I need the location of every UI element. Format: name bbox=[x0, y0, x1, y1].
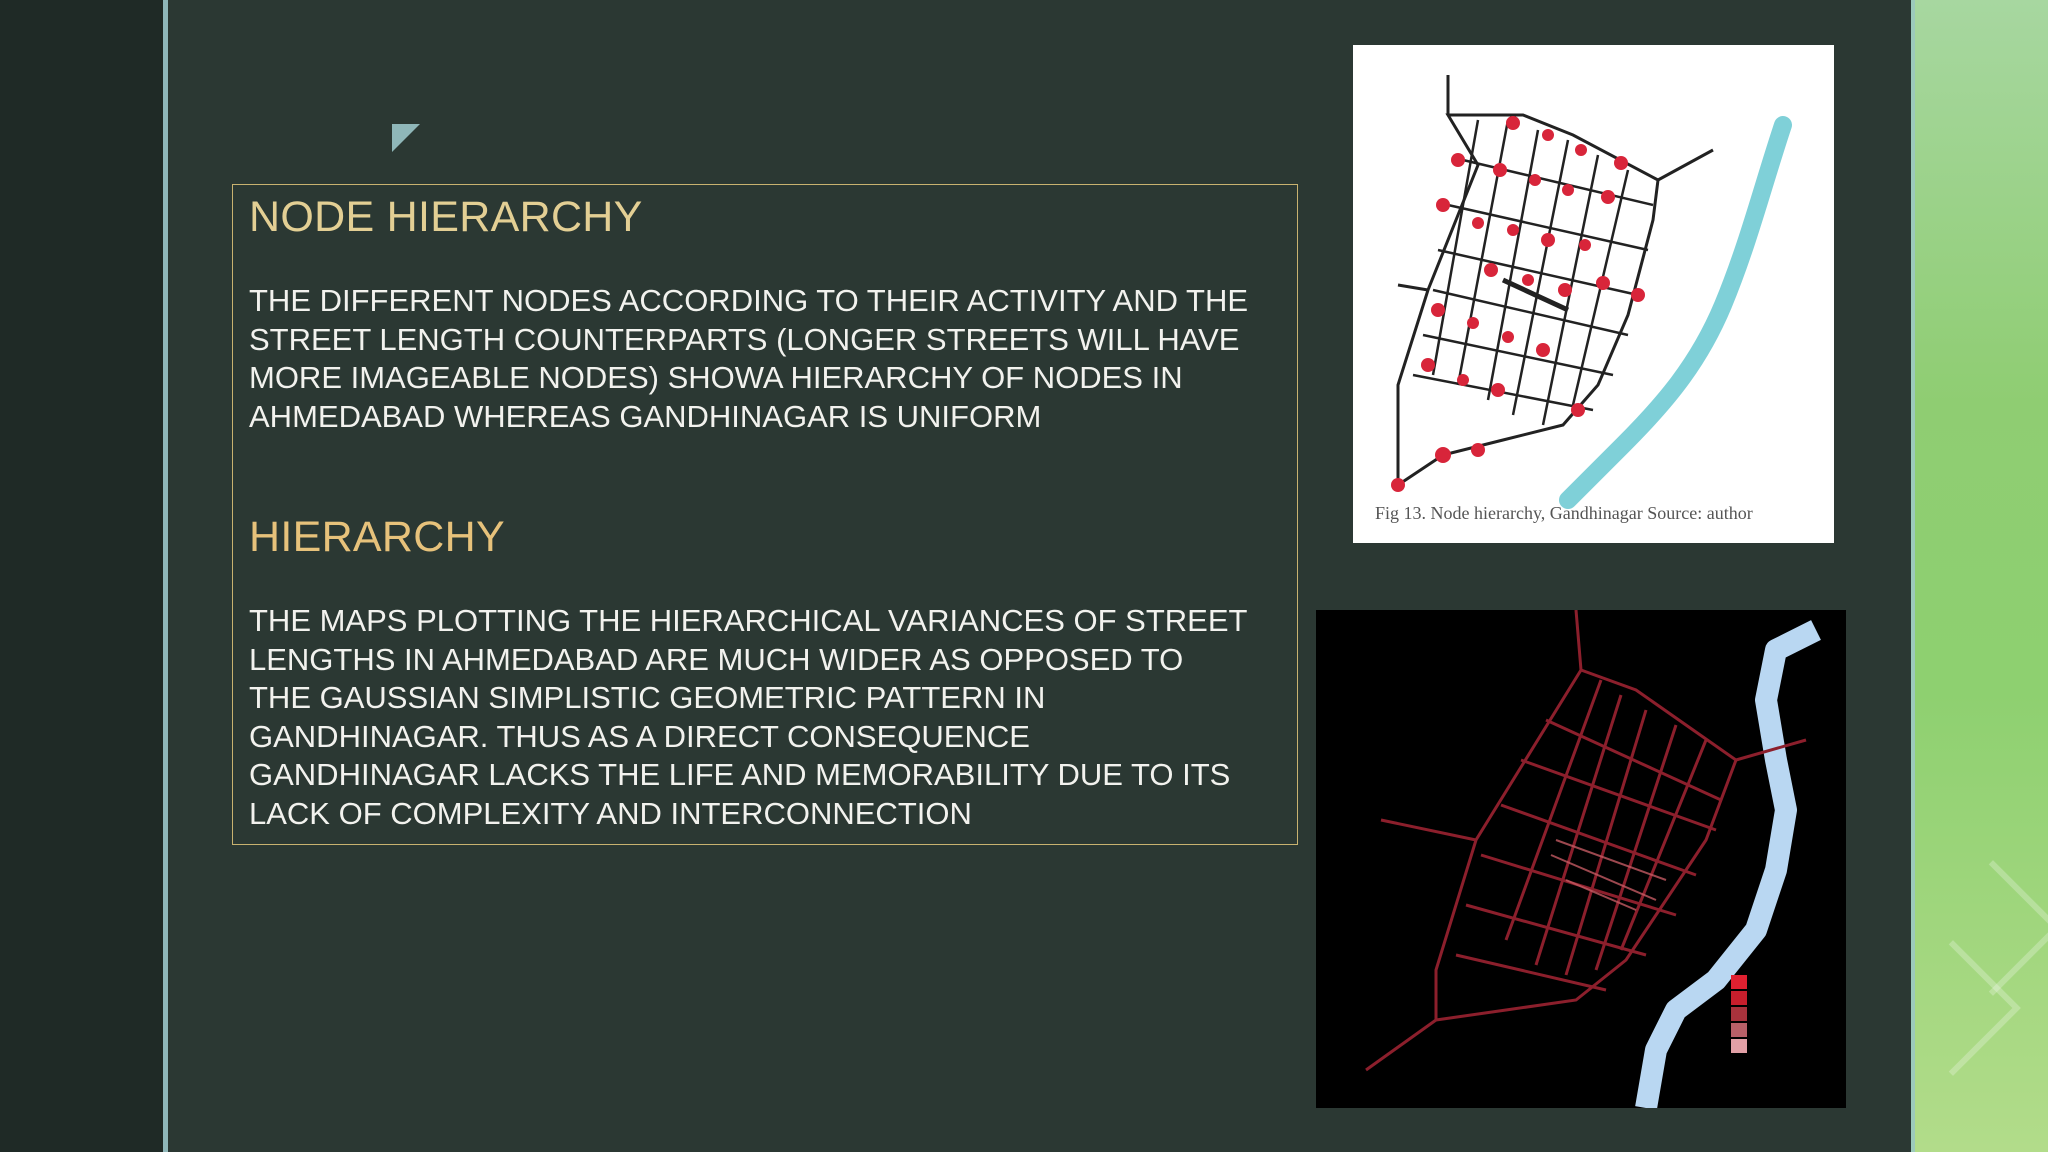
figure-caption: Fig 13. Node hierarchy, Gandhinagar Source: author bbox=[1375, 503, 1753, 523]
street-hierarchy-map-figure bbox=[1316, 610, 1846, 1108]
paragraph-line: LACK OF COMPLEXITY AND INTERCONNECTION bbox=[249, 795, 972, 831]
paragraph-line: GANDHINAGAR LACKS THE LIFE AND MEMORABILITY DUE TO ITS bbox=[249, 757, 1231, 792]
section-heading-hierarchy: HIERARCHY bbox=[249, 513, 505, 561]
section-paragraph-hierarchy bbox=[249, 602, 1289, 833]
left-margin-band bbox=[0, 0, 163, 1152]
right-decor-band bbox=[1915, 0, 2048, 1152]
paragraph-line: MORE IMAGEABLE NODES) SHOWA HIERARCHY OF NODES IN bbox=[249, 360, 1183, 395]
paragraph-line: THE DIFFERENT NODES ACCORDING TO THEIR ACTIVITY AND THE bbox=[249, 283, 1249, 318]
paragraph-line: LENGTHS IN AHMEDABAD ARE MUCH WIDER AS OPPOSED TO bbox=[249, 641, 1184, 677]
paragraph-line: THE MAPS PLOTTING THE HIERARCHICAL VARIANCES OF STREET bbox=[249, 603, 1248, 638]
paragraph-line: GANDHINAGAR. THUS AS A DIRECT CONSEQUENCE bbox=[249, 718, 1030, 754]
paragraph-line: STREET LENGTH COUNTERPARTS (LONGER STREETS WILL HAVE bbox=[249, 321, 1240, 357]
text-content-box bbox=[232, 184, 1298, 845]
section-heading-node-hierarchy: NODE HIERARCHY bbox=[249, 193, 643, 241]
paragraph-line: THE GAUSSIAN SIMPLISTIC GEOMETRIC PATTERN IN bbox=[249, 680, 1046, 715]
node-hierarchy-map-image bbox=[1353, 45, 1834, 543]
street-hierarchy-map-image bbox=[1316, 610, 1846, 1108]
node-hierarchy-map-figure bbox=[1353, 45, 1834, 543]
section-paragraph-node-hierarchy bbox=[249, 282, 1289, 436]
paragraph-line: AHMEDABAD WHEREAS GANDHINAGAR IS UNIFORM bbox=[249, 398, 1042, 434]
corner-triangle-icon bbox=[392, 124, 420, 152]
